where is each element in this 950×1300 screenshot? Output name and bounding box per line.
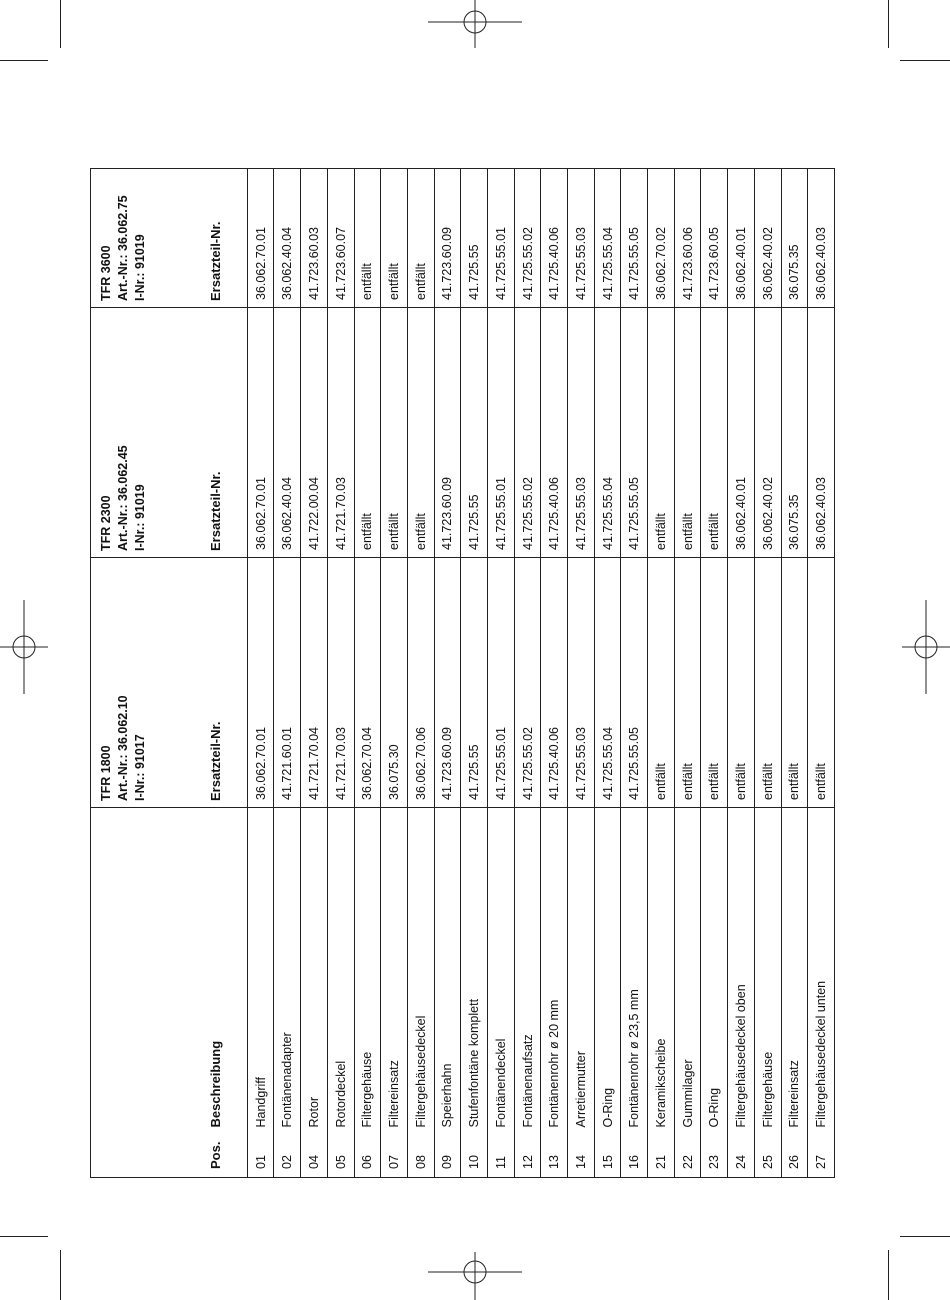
pos-cell: 25 [754, 1138, 781, 1178]
part-number-cell: 36.062.40.02 [754, 308, 781, 558]
description-cell: Fontänenrohr ø 20 mm [541, 808, 568, 1138]
pos-cell: 05 [327, 1138, 354, 1178]
description-cell: Fontänenadapter [274, 808, 301, 1138]
pos-cell: 13 [541, 1138, 568, 1178]
part-number-cell: 41.725.55.05 [621, 558, 648, 808]
part-number-cell: 41.725.55.01 [487, 169, 514, 308]
model-header-tfr3600 [91, 169, 184, 308]
table-row [514, 169, 541, 1178]
pos-cell: 14 [568, 1138, 595, 1178]
description-cell: Keramikscheibe [648, 808, 675, 1138]
part-number-cell: 41.723.60.09 [434, 558, 461, 808]
pos-cell: 24 [728, 1138, 755, 1178]
part-number-cell: 41.725.55.03 [568, 308, 595, 558]
part-number-cell: entfällt [701, 308, 728, 558]
model-i-nr: I-Nr.: 91017 [133, 734, 147, 801]
part-number-cell: 36.062.40.02 [754, 169, 781, 308]
part-number-cell: 41.725.55.05 [621, 169, 648, 308]
sub-header: Ersatzteil-Nr. [183, 308, 247, 558]
part-number-cell: entfällt [674, 558, 701, 808]
table-row [301, 169, 328, 1178]
sub-header: Ersatzteil-Nr. [183, 169, 247, 308]
pos-cell: 08 [407, 1138, 434, 1178]
part-number-cell: 36.062.40.01 [728, 308, 755, 558]
description-cell: Fontänenrohr ø 23,5 mm [621, 808, 648, 1138]
table-row [274, 169, 301, 1178]
part-number-cell: entfällt [808, 558, 835, 808]
pos-cell: 01 [247, 1138, 274, 1178]
pos-cell: 09 [434, 1138, 461, 1178]
pos-cell: 07 [381, 1138, 408, 1178]
model-art-nr: Art.-Nr.: 36.062.10 [116, 695, 130, 801]
table-row [594, 169, 621, 1178]
model-i-nr: I-Nr.: 91019 [133, 234, 147, 301]
part-number-cell: 41.725.55.04 [594, 558, 621, 808]
part-number-cell: 36.075.35 [781, 308, 808, 558]
part-number-cell: 36.062.70.06 [407, 558, 434, 808]
part-number-cell: entfällt [354, 308, 381, 558]
table-row [701, 169, 728, 1178]
part-number-cell: 41.725.55.05 [621, 308, 648, 558]
part-number-cell: 41.725.55.04 [594, 308, 621, 558]
part-number-cell: entfällt [407, 169, 434, 308]
description-cell: Fontänenaufsatz [514, 808, 541, 1138]
description-cell: Filtergehäuse [354, 808, 381, 1138]
sub-header: Ersatzteil-Nr. [183, 558, 247, 808]
description-cell: O-Ring [701, 808, 728, 1138]
crop-mark [60, 1250, 61, 1300]
part-number-cell: 41.723.60.09 [434, 308, 461, 558]
part-number-cell: 36.062.70.01 [247, 558, 274, 808]
part-number-cell: 41.722.00.04 [301, 308, 328, 558]
table-row [781, 169, 808, 1178]
part-number-cell: 41.725.55.02 [514, 169, 541, 308]
model-header-tfr2300 [91, 308, 184, 558]
pos-cell: 02 [274, 1138, 301, 1178]
part-number-cell: 41.723.60.07 [327, 169, 354, 308]
part-number-cell: entfällt [728, 558, 755, 808]
description-cell: Arretiermutter [568, 808, 595, 1138]
description-cell: Filtergehäusedeckel unten [808, 808, 835, 1138]
crop-mark [888, 1250, 889, 1300]
part-number-cell: 41.721.70.03 [327, 308, 354, 558]
part-number-cell: 41.725.40.06 [541, 558, 568, 808]
pos-cell: 16 [621, 1138, 648, 1178]
table-row [487, 169, 514, 1178]
model-i-nr: I-Nr.: 91019 [133, 484, 147, 551]
part-number-cell: 36.062.40.04 [274, 169, 301, 308]
model-art-nr: Art.-Nr.: 36.062.45 [116, 445, 130, 551]
part-number-cell: 41.725.55.02 [514, 308, 541, 558]
model-art-nr: Art.-Nr.: 36.062.75 [116, 195, 130, 301]
description-cell: Rotor [301, 808, 328, 1138]
pos-cell: 11 [487, 1138, 514, 1178]
pos-cell: 12 [514, 1138, 541, 1178]
registration-mark-left [0, 600, 48, 694]
part-number-cell: 36.075.30 [381, 558, 408, 808]
table-row [354, 169, 381, 1178]
part-number-cell: 36.062.70.04 [354, 558, 381, 808]
description-cell: Filtergehäuse [754, 808, 781, 1138]
part-number-cell: 41.721.70.04 [301, 558, 328, 808]
part-number-cell: 36.075.35 [781, 169, 808, 308]
part-number-cell: 36.062.40.03 [808, 169, 835, 308]
description-cell: Filtergehäusedeckel oben [728, 808, 755, 1138]
part-number-cell: 41.725.55.01 [487, 308, 514, 558]
part-number-cell: 36.062.70.02 [648, 169, 675, 308]
pos-cell: 21 [648, 1138, 675, 1178]
part-number-cell: 41.725.55.03 [568, 169, 595, 308]
table-row [247, 169, 274, 1178]
part-number-cell: entfällt [648, 308, 675, 558]
part-number-cell: 41.725.55 [461, 558, 488, 808]
part-number-cell: 41.721.70.03 [327, 558, 354, 808]
description-cell: Fontänendeckel [487, 808, 514, 1138]
model-name: TFR 1800 [99, 745, 113, 801]
pos-header: Pos. [183, 1138, 247, 1178]
crop-mark [888, 0, 889, 48]
part-number-cell: 41.721.60.01 [274, 558, 301, 808]
crop-mark [0, 60, 48, 61]
table-row [674, 169, 701, 1178]
part-number-cell: entfällt [354, 169, 381, 308]
pos-cell: 10 [461, 1138, 488, 1178]
part-number-cell: entfällt [781, 558, 808, 808]
description-cell: Filtereinsatz [781, 808, 808, 1138]
part-number-cell: 41.723.60.06 [674, 169, 701, 308]
header-blank [91, 808, 184, 1178]
part-number-cell: entfällt [674, 308, 701, 558]
registration-mark-top [428, 0, 522, 48]
description-cell: Gummilager [674, 808, 701, 1138]
description-cell: Rotordeckel [327, 808, 354, 1138]
pos-cell: 15 [594, 1138, 621, 1178]
pos-cell: 26 [781, 1138, 808, 1178]
part-number-cell: entfällt [754, 558, 781, 808]
part-number-cell: 41.725.55 [461, 169, 488, 308]
part-number-cell: 36.062.70.01 [247, 169, 274, 308]
table-row [434, 169, 461, 1178]
table-row [808, 169, 835, 1178]
crop-mark [60, 0, 61, 48]
crop-mark [900, 60, 950, 61]
registration-mark-right [902, 600, 950, 694]
description-cell: Filtergehäusedeckel [407, 808, 434, 1138]
part-number-cell: 41.725.55.04 [594, 169, 621, 308]
model-header-row [91, 169, 184, 1178]
pos-cell: 06 [354, 1138, 381, 1178]
column-header-row [183, 169, 247, 1178]
part-number-cell: 41.725.55 [461, 308, 488, 558]
pos-cell: 27 [808, 1138, 835, 1178]
desc-header: Beschreibung [183, 808, 247, 1138]
part-number-cell: 36.062.40.01 [728, 169, 755, 308]
description-cell: Filtereinsatz [381, 808, 408, 1138]
part-number-cell: 41.723.60.09 [434, 169, 461, 308]
model-name: TFR 3600 [99, 245, 113, 301]
part-number-cell: entfällt [381, 169, 408, 308]
part-number-cell: 41.725.40.06 [541, 308, 568, 558]
part-number-cell: entfällt [701, 558, 728, 808]
table-row [621, 169, 648, 1178]
part-number-cell: 41.723.60.03 [301, 169, 328, 308]
description-cell: Stufenfontäne komplett [461, 808, 488, 1138]
model-name: TFR 2300 [99, 495, 113, 551]
part-number-cell: 41.725.55.01 [487, 558, 514, 808]
crop-mark [900, 1236, 950, 1237]
part-number-cell: 41.725.55.03 [568, 558, 595, 808]
part-number-cell: 36.062.70.01 [247, 308, 274, 558]
table-row [728, 169, 755, 1178]
part-number-cell: 36.062.40.03 [808, 308, 835, 558]
part-number-cell: 41.725.40.06 [541, 169, 568, 308]
part-number-cell: entfällt [381, 308, 408, 558]
parts-table [90, 168, 835, 1178]
table-row [648, 169, 675, 1178]
parts-table-rotated [90, 168, 835, 1178]
part-number-cell: 36.062.40.04 [274, 308, 301, 558]
model-header-tfr1800 [91, 558, 184, 808]
pos-cell: 23 [701, 1138, 728, 1178]
part-number-cell: entfällt [407, 308, 434, 558]
table-row [327, 169, 354, 1178]
table-row [407, 169, 434, 1178]
table-row [461, 169, 488, 1178]
table-row [381, 169, 408, 1178]
description-cell: Speierhahn [434, 808, 461, 1138]
part-number-cell: entfällt [648, 558, 675, 808]
pos-cell: 22 [674, 1138, 701, 1178]
pos-cell: 04 [301, 1138, 328, 1178]
part-number-cell: 41.723.60.05 [701, 169, 728, 308]
description-cell: Handgriff [247, 808, 274, 1138]
description-cell: O-Ring [594, 808, 621, 1138]
crop-mark [0, 1236, 48, 1237]
table-row [754, 169, 781, 1178]
part-number-cell: 41.725.55.02 [514, 558, 541, 808]
table-row [541, 169, 568, 1178]
registration-mark-bottom [428, 1252, 522, 1300]
table-row [568, 169, 595, 1178]
